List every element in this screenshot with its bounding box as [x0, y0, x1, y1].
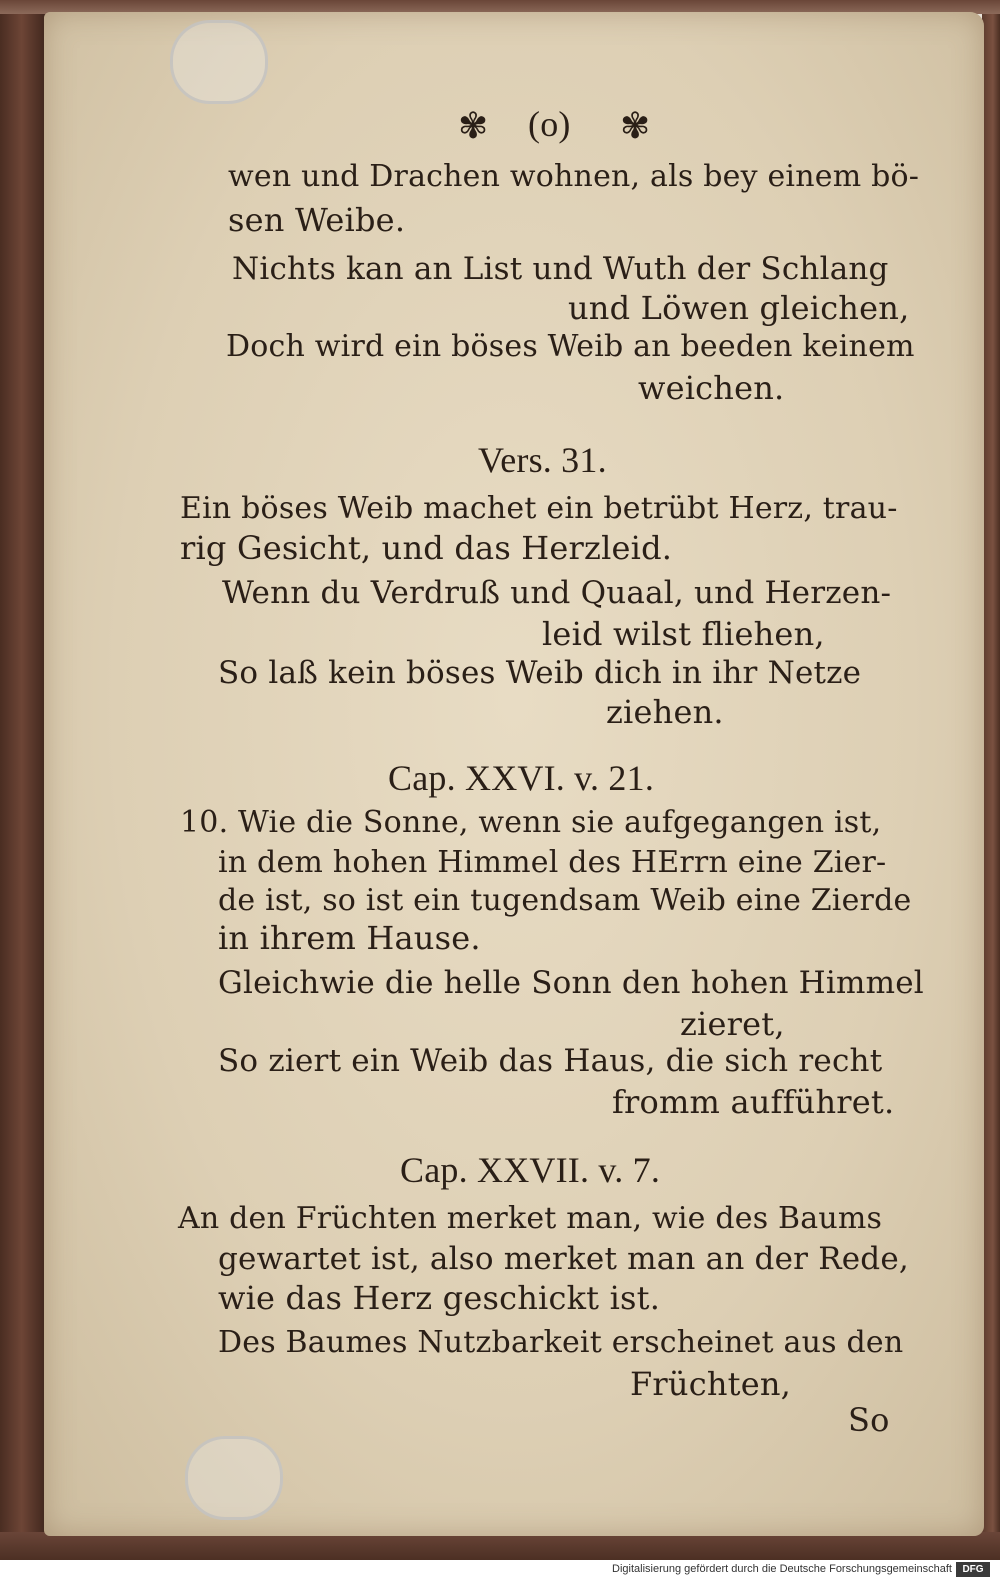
- ornament-left-icon: ✾: [458, 106, 489, 146]
- verse-line: So laß kein böses Weib dich in ihr Netze: [218, 655, 862, 691]
- book-binding-bottom: [0, 1532, 1000, 1562]
- page-clip-bottom: [185, 1436, 283, 1520]
- book-binding-right: [982, 0, 1000, 1560]
- dfg-logo: DFG: [956, 1562, 990, 1577]
- text-line: Ein böses Weib machet ein betrübt Herz, trau-: [180, 491, 898, 526]
- text-line: wen und Drachen wohnen, als bey einem bö-: [228, 159, 920, 194]
- verse-line: zieret,: [680, 1005, 785, 1043]
- verse-line: Nichts kan an List und Wuth der Schlang: [232, 251, 889, 287]
- verse-line: ziehen.: [606, 693, 724, 731]
- verse-line: Früchten,: [630, 1365, 792, 1403]
- page-clip-top: [170, 20, 268, 104]
- text-line: de ist, so ist ein tugendsam Weib eine Zierde: [218, 883, 912, 918]
- text-line: An den Früchten merket man, wie des Baums: [178, 1201, 883, 1236]
- page-number: (o): [528, 104, 571, 144]
- funding-credit: Digitalisierung gefördert durch die Deutsche Forschungsgemeinschaft: [612, 1563, 952, 1575]
- text-line: wie das Herz geschickt ist.: [218, 1279, 661, 1317]
- text-line: in dem hohen Himmel des HErrn eine Zier-: [218, 845, 887, 880]
- section-heading: Cap. XXVII. v. 7.: [400, 1150, 661, 1190]
- text-line: sen Weibe.: [228, 201, 406, 239]
- section-heading: Vers. 31.: [478, 440, 607, 480]
- verse-line: Doch wird ein böses Weib an beeden keinem: [226, 329, 915, 364]
- verse-line: Des Baumes Nutzbarkeit erscheinet aus den: [218, 1325, 904, 1360]
- text-line: in ihrem Hause.: [218, 919, 481, 957]
- verse-line: Wenn du Verdruß und Quaal, und Herzen-: [222, 575, 892, 611]
- verse-line: weichen.: [638, 369, 785, 407]
- text-line: 10. Wie die Sonne, wenn sie aufgegangen ist,: [180, 805, 882, 840]
- verse-line: und Löwen gleichen,: [568, 289, 910, 327]
- catchword: So: [848, 1401, 890, 1439]
- verse-line: leid wilst fliehen,: [542, 615, 825, 653]
- text-line: rig Gesicht, und das Herzleid.: [180, 529, 673, 567]
- verse-line: So ziert ein Weib das Haus, die sich recht: [218, 1043, 883, 1079]
- verse-line: fromm aufführet.: [612, 1083, 895, 1121]
- book-binding-left: [0, 0, 48, 1560]
- text-line: gewartet ist, also merket man an der Rede,: [218, 1241, 909, 1277]
- verse-line: Gleichwie die helle Sonn den hohen Himmel: [218, 965, 924, 1001]
- ornament-right-icon: ✾: [620, 106, 651, 146]
- section-heading: Cap. XXVI. v. 21.: [388, 758, 655, 798]
